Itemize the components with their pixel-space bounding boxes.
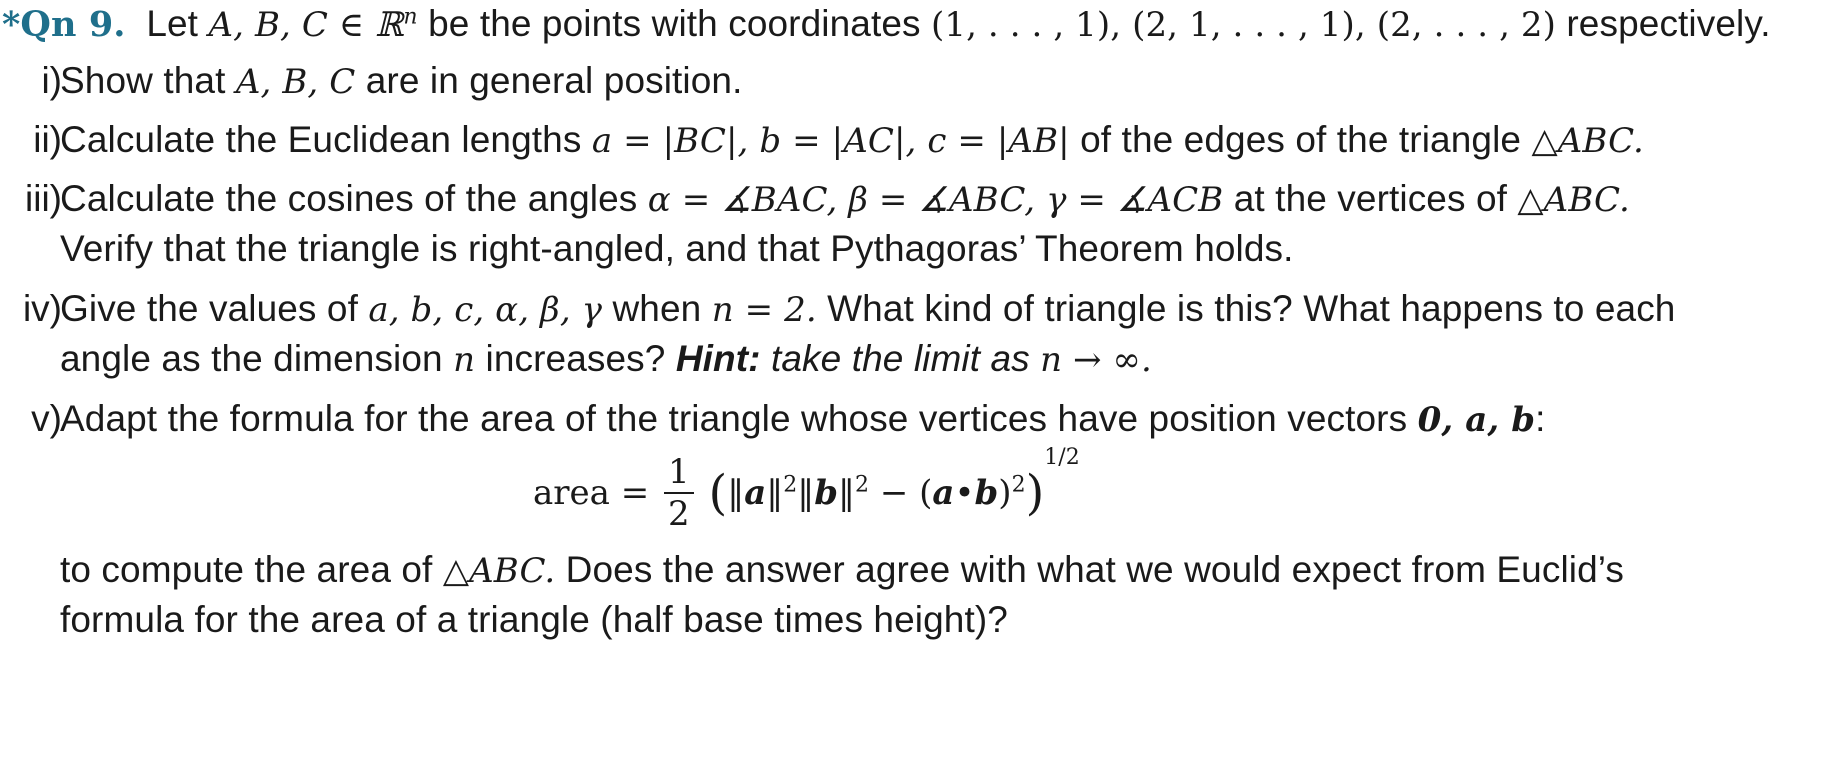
formula-vector-a: a [744, 473, 767, 513]
part-iii-math: α = ∡BAC, β = ∡ABC, γ = ∡ACB [647, 180, 1224, 220]
formula-numerator: 1 [664, 452, 694, 494]
part-v-label: v) [31, 398, 62, 439]
part-iv-math: a, b, c, α, β, γ [368, 290, 603, 330]
part-iii-line-2: Verify that the triangle is right-angled, and that Pythagoras’ Theorem holds. [60, 228, 1294, 269]
part-v-math: 0, a, b [1417, 400, 1536, 440]
area-formula: area = $\frac{1}{2}$ (‖a‖$^2$‖b‖$^2$ − (a•b)$^2$)$^{1/2}$ [533, 445, 1080, 534]
question-intro-line [2, 2, 1771, 47]
part-v-line3-text: to compute the area of [60, 549, 433, 590]
part-ii-line [60, 118, 1644, 163]
intro-text: Let [146, 3, 199, 44]
formula-exponent-half: 1/2 [1044, 445, 1080, 470]
part-v-line-3 [60, 548, 1624, 593]
part-iv-line-2 [60, 337, 1152, 382]
part-i-label: i) [41, 60, 62, 101]
hint-math: n → ∞. [1040, 340, 1152, 380]
formula-close-paren: ) [1025, 465, 1045, 521]
part-v-line-4: formula for the area of a triangle (half base times height)? [60, 599, 1008, 640]
part-iii-label: iii) [25, 178, 62, 219]
formula-open-paren: ( [708, 465, 728, 521]
part-iii-math-2: △ABC. [1517, 180, 1630, 220]
part-iii-text-2: at the vertices of [1233, 178, 1508, 219]
hint-text: take the limit as [770, 338, 1030, 379]
intro-points: A, B, C ∈ ℝ$^n$ [208, 4, 418, 45]
part-i-math: A, B, C [235, 62, 356, 102]
part-iv-text: Give the values of [60, 288, 358, 329]
formula-vector-b: b [814, 473, 839, 513]
part-v-line3-math: △ABC. [442, 551, 556, 591]
part-ii-text: Calculate the Euclidean lengths [60, 119, 582, 160]
part-iv-line2-text: angle as the dimension [60, 338, 443, 379]
formula-denominator: 2 [668, 494, 690, 534]
intro-text-3: respectively. [1566, 3, 1771, 44]
question-label: *Qn 9. [2, 4, 126, 45]
part-ii-math-2: △ABC. [1531, 121, 1644, 161]
part-iv-line2-text-2: increases? [485, 338, 666, 379]
part-iv-math-2: n = 2. [711, 290, 817, 330]
part-iv-line2-math: n [453, 340, 476, 380]
part-v-text: Adapt the formula for the area of the triangle whose vertices have position vectors [60, 398, 1408, 439]
intro-coordinates: (1, . . . , 1), (2, 1, . . . , 1), (2, . . . , 2) [931, 5, 1556, 45]
part-iv-label: iv) [22, 288, 62, 329]
part-ii-text-2: of the edges of the triangle [1080, 119, 1522, 160]
part-v-line3-text-2: Does the answer agree with what we would expect from Euclid’s [565, 549, 1625, 590]
part-v-colon: : [1535, 398, 1546, 439]
formula-lhs: area = [533, 473, 650, 513]
formula-dot: • [954, 473, 975, 513]
part-ii-label: ii) [33, 119, 62, 160]
part-iii-text: Calculate the cosines of the angles [60, 178, 638, 219]
intro-text-2: be the points with coordinates [428, 3, 921, 44]
formula-fraction [664, 452, 694, 534]
part-i-text-2: are in general position. [365, 60, 743, 101]
part-i-text: Show that [60, 60, 226, 101]
part-ii-math: a = |BC|, b = |AC|, c = |AB| [591, 121, 1070, 161]
part-iv-text-2: when [612, 288, 702, 329]
part-i-line [60, 59, 742, 104]
part-iii-line [60, 177, 1630, 222]
hint-label: Hint: [675, 338, 761, 379]
formula-minus: − [879, 473, 909, 513]
part-v-line [60, 397, 1546, 442]
part-iv-text-3: What kind of triangle is this? What happens to each [827, 288, 1676, 329]
part-iv-line [60, 287, 1676, 332]
